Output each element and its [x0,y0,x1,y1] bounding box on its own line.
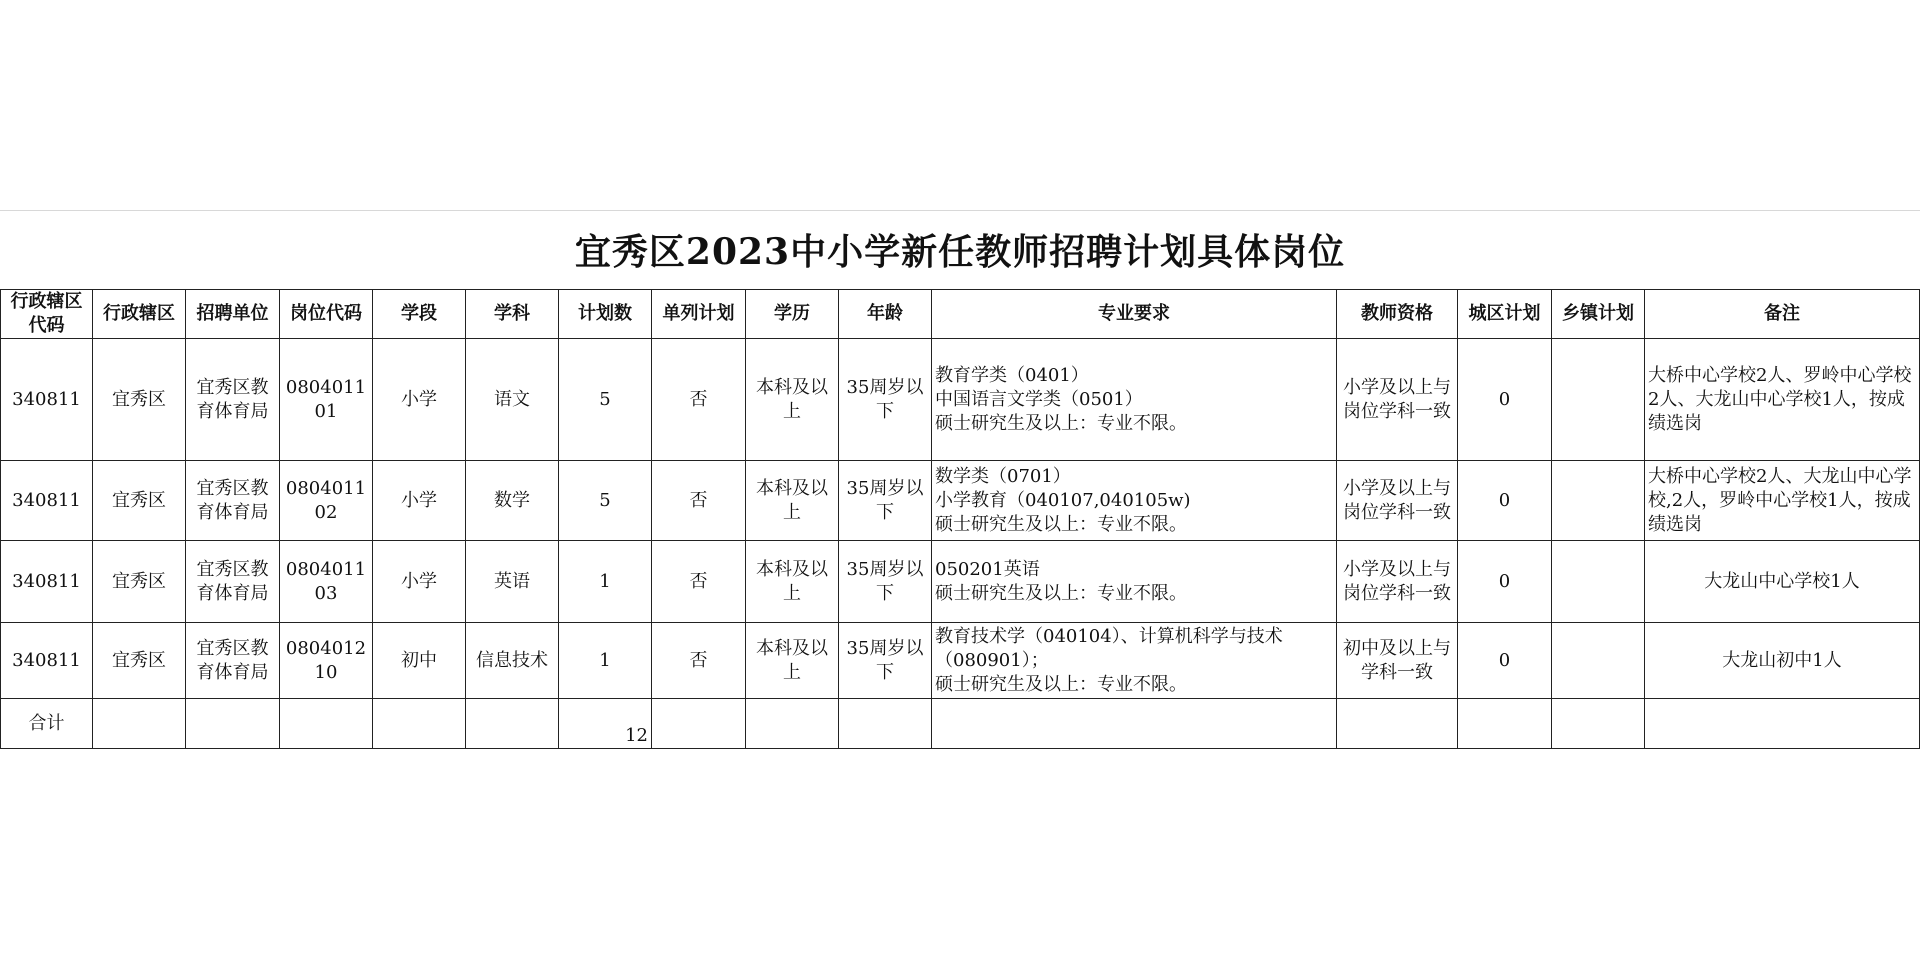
total-row [1,699,1920,749]
header-region-code: 行政辖区代码 [1,290,93,339]
cell-city-plan: 0 [1458,541,1552,623]
cell-major [932,541,1337,623]
header-qualification: 教师资格 [1337,290,1458,339]
cell-unit: 宜秀区教育体育局 [186,623,280,699]
major-line: （080901）； [935,649,1049,671]
cell-qualification: 小学及以上与岗位学科一致 [1337,339,1458,461]
cell-education: 本科及以上 [746,461,839,541]
cell-education: 本科及以上 [746,623,839,699]
cell-stage: 小学 [373,339,466,461]
cell-stage: 小学 [373,541,466,623]
cell-region: 宜秀区 [93,461,186,541]
major-line: 中国语言文学类（0501） [935,388,1143,410]
cell-city-plan: 0 [1458,623,1552,699]
cell-stage: 初中 [373,623,466,699]
cell-unit: 宜秀区教育体育局 [186,339,280,461]
header-subject: 学科 [466,290,559,339]
header-city-plan: 城区计划 [1458,290,1552,339]
major-line: 教育学类（0401） [935,364,1089,386]
cell-town-plan [1552,339,1645,461]
header-region: 行政辖区 [93,290,186,339]
cell-post-code: 080401102 [280,461,373,541]
cell-region-code: 340811 [1,623,93,699]
header-major: 专业要求 [932,290,1337,339]
total-empty-cell [839,699,932,749]
cell-subject: 信息技术 [466,623,559,699]
cell-subject: 语文 [466,339,559,461]
cell-town-plan [1552,623,1645,699]
cell-age: 35周岁以下 [839,461,932,541]
cell-age: 35周岁以下 [839,541,932,623]
cell-qualification: 初中及以上与学科一致 [1337,623,1458,699]
cell-major [932,623,1337,699]
cell-education: 本科及以上 [746,541,839,623]
total-empty-cell [373,699,466,749]
major-line: 硕士研究生及以上：专业不限。 [935,412,1187,434]
total-empty-cell [746,699,839,749]
table-row [1,339,1920,461]
sheet-title: 宜秀区2023中小学新任教师招聘计划具体岗位 [574,231,1346,273]
cell-town-plan [1552,541,1645,623]
header-town-plan: 乡镇计划 [1552,290,1645,339]
cell-age: 35周岁以下 [839,339,932,461]
header-unit: 招聘单位 [186,290,280,339]
cell-plan: 1 [559,541,652,623]
top-rule [0,210,1920,211]
cell-city-plan: 0 [1458,339,1552,461]
cell-education: 本科及以上 [746,339,839,461]
total-empty-cell [652,699,746,749]
header-separate: 单列计划 [652,290,746,339]
cell-region: 宜秀区 [93,623,186,699]
cell-town-plan [1552,461,1645,541]
header-row [1,290,1920,339]
total-empty-cell [1552,699,1645,749]
header-remark: 备注 [1645,290,1920,339]
total-empty-cell [466,699,559,749]
cell-plan: 5 [559,461,652,541]
cell-region: 宜秀区 [93,541,186,623]
total-empty-cell [1458,699,1552,749]
table-row [1,461,1920,541]
cell-region-code: 340811 [1,461,93,541]
header-plan: 计划数 [559,290,652,339]
cell-region: 宜秀区 [93,339,186,461]
total-empty-cell [1337,699,1458,749]
cell-city-plan: 0 [1458,461,1552,541]
cell-separate: 否 [652,623,746,699]
cell-remark: 大龙山中心学校1人 [1645,541,1920,623]
cell-region-code: 340811 [1,339,93,461]
total-empty-cell [186,699,280,749]
total-plan: 12 [559,699,652,749]
major-line: 硕士研究生及以上：专业不限。 [935,673,1187,695]
header-education: 学历 [746,290,839,339]
cell-separate: 否 [652,461,746,541]
table-row [1,623,1920,699]
cell-unit: 宜秀区教育体育局 [186,461,280,541]
major-line: 小学教育（040107,040105w) [935,489,1191,511]
cell-qualification: 小学及以上与岗位学科一致 [1337,461,1458,541]
major-line: 硕士研究生及以上：专业不限。 [935,513,1187,535]
cell-plan: 5 [559,339,652,461]
header-stage: 学段 [373,290,466,339]
cell-post-code: 080401103 [280,541,373,623]
cell-age: 35周岁以下 [839,623,932,699]
cell-post-code: 080401101 [280,339,373,461]
major-line: 050201英语 [935,558,1040,580]
cell-major [932,461,1337,541]
cell-post-code: 080401210 [280,623,373,699]
cell-major [932,339,1337,461]
total-empty-cell [932,699,1337,749]
cell-unit: 宜秀区教育体育局 [186,541,280,623]
cell-region-code: 340811 [1,541,93,623]
cell-remark: 大桥中心学校2人、大龙山中心学校,2人，罗岭中心学校1人，按成绩选岗 [1645,461,1920,541]
total-empty-cell [93,699,186,749]
cell-qualification: 小学及以上与岗位学科一致 [1337,541,1458,623]
header-age: 年龄 [839,290,932,339]
cell-subject: 英语 [466,541,559,623]
header-post-code: 岗位代码 [280,290,373,339]
table-row [1,541,1920,623]
major-line: 数学类（0701） [935,465,1071,487]
cell-stage: 小学 [373,461,466,541]
total-empty-cell [1645,699,1920,749]
cell-remark: 大龙山初中1人 [1645,623,1920,699]
cell-remark: 大桥中心学校2人、罗岭中心学校2人、大龙山中心学校1人，按成绩选岗 [1645,339,1920,461]
cell-subject: 数学 [466,461,559,541]
cell-separate: 否 [652,339,746,461]
major-line: 硕士研究生及以上：专业不限。 [935,582,1187,604]
total-label: 合计 [1,699,93,749]
total-empty-cell [280,699,373,749]
major-line: 教育技术学（040104）、计算机科学与技术 [935,625,1283,647]
cell-plan: 1 [559,623,652,699]
recruitment-table [0,289,1920,749]
cell-separate: 否 [652,541,746,623]
